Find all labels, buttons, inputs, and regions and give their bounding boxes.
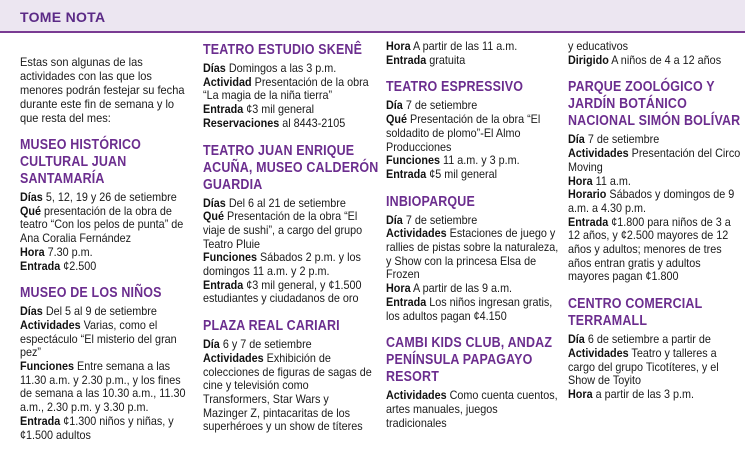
venue-detail: Reservaciones al 8443-2105 [203,115,346,130]
venue-detail: Funciones Entre semana a las 11.30 a.m. y 2.30 p.m., y los fines de semana a las 10.30 a.m., 11.30 a.m., 2.30 p.m. y 3.30 p.m. [20,359,186,415]
venue-detail: Entrada gratuita [386,52,466,67]
venue-title: TEATRO ESTUDIO SKENÊ [203,42,363,58]
venue-detail: Hora A partir de las 11 a.m. [386,39,518,53]
column-4 [568,40,740,402]
venue-detail: Día 7 de setiembre [386,212,478,227]
venue-detail: Hora A partir de las 9 a.m. [386,281,513,296]
column-1 [20,40,196,442]
venue-detail: Entrada ¢3 mil general, y ¢1.500 estudiantes y ciudadanos de oro [203,277,362,306]
venue-detail: Qué Presentación de la obra “El soldadito de plomo”-El Almo Producciones [386,112,541,154]
venue-title: INBIOPARQUE [386,193,475,210]
venue-detail: Actividades Exhibición de colecciones de figuras de sagas de cine y televisión como Transformers, Star Wars y Mazinger Z, pintacaritas de los superhéroes y un show de títeres [203,350,372,434]
section-title: TOME NOTA [20,9,106,25]
venue-detail: Día 7 de setiembre [568,132,660,147]
venue-detail: Dirigido A niños de 4 a 12 años [568,52,722,67]
venue-detail: Funciones Sábados 2 p.m. y los domingos 11 a.m. y 2 p.m. [203,250,361,279]
venue-detail: Actividades Como cuenta cuentos, artes manuales, juegos tradicionales [386,388,558,430]
venue-title: TEATRO ESPRESSIVO [386,79,524,96]
venue-detail: Entrada ¢5 mil general [386,166,498,181]
venue-title: MUSEO DE LOS NIÑOS [20,285,162,302]
venue-detail: Actividad Presentación de la obra “La magia de la niña tierra” [203,74,369,103]
venue-title: MUSEO HISTÓRICO CULTURAL JUAN SANTAMARÍA [20,137,142,187]
venue-detail: Actividades Estaciones de juego y rallies de pistas sobre la naturaleza, y Show con la princesa Elsa de Frozen [386,226,559,282]
venue-detail: Qué presentación de la obra de teatro “Con los pelos de punta” de Ana Coralia Fernández [20,203,184,246]
venue-detail: Entrada ¢1.300 niños y niñas, y ¢1.500 adultos [20,413,174,442]
continued-text: y educativos [568,39,629,53]
venue-detail: Días Del 5 al 9 de setiembre [20,304,157,319]
venue-detail: Día 6 y 7 de setiembre [203,337,312,352]
venue-detail: Actividades Teatro y talleres a cargo del grupo Ticotíteres, y el Show de Toyito [568,345,719,388]
column-2 [203,40,379,434]
venue-detail: Hora 7.30 p.m. [20,244,93,259]
venue-detail: Funciones 11 a.m. y 3 p.m. [386,153,520,168]
venue-detail: Horario Sábados y domingos de 9 a.m. a 4.30 p.m. [568,187,735,215]
venue-detail: Hora a partir de las 3 p.m. [568,386,695,401]
venue-detail: Entrada Los niños ingresan gratis, los adultos pagan ¢4.150 [386,294,553,323]
venue-detail: Días Del 6 al 21 de setiembre [203,195,346,210]
intro-text: Estas son algunas de las actividades con las que los menores podrán festejar su fecha durante este fin de semana y lo que resta del mes: [20,55,185,125]
column-3 [386,40,560,430]
venue-detail: Hora 11 a.m. [568,173,631,188]
venue-title: PARQUE ZOOLÓGICO Y JARDÍN BOTÁNICO NACIONAL SIMÓN BOLÍVAR [568,79,741,130]
venue-detail: Entrada ¢1.800 para niños de 3 a 12 años, y ¢2.500 mayores de 12 años y adultos; menores de tres años entran gratis y adultos mayores pagan ¢1.800 [568,214,731,284]
venue-detail: Entrada ¢3 mil general [203,102,315,117]
venue-detail: Qué Presentación de la obra “El viaje de sushi”, a cargo del grupo Teatro Pluie [203,209,363,251]
venue-title: CAMBI KIDS CLUB, ANDAZ PENÍNSULA PAPAGAYO RESORT [386,335,553,386]
venue-detail: Actividades Varias, como el espectáculo “El misterio del gran pez” [20,317,177,360]
venue-title: CENTRO COMERCIAL TERRAMALL [568,296,703,330]
header-bar [0,0,745,33]
venue-detail: Día 6 de setiembre a partir de [568,332,711,347]
venue-detail: Días Domingos a las 3 p.m. [203,61,337,75]
venue-title: PLAZA REAL CARIARI [203,318,340,335]
venue-detail: Día 7 de setiembre [386,98,478,113]
venue-title: TEATRO JUAN ENRIQUE ACUÑA, MUSEO CALDERÓN GUARDIA [203,142,379,193]
venue-detail: Entrada ¢2.500 [20,258,97,273]
venue-detail: Días 5, 12, 19 y 26 de setiembre [20,190,177,204]
venue-detail: Actividades Presentación del Circo Moving [568,146,741,174]
